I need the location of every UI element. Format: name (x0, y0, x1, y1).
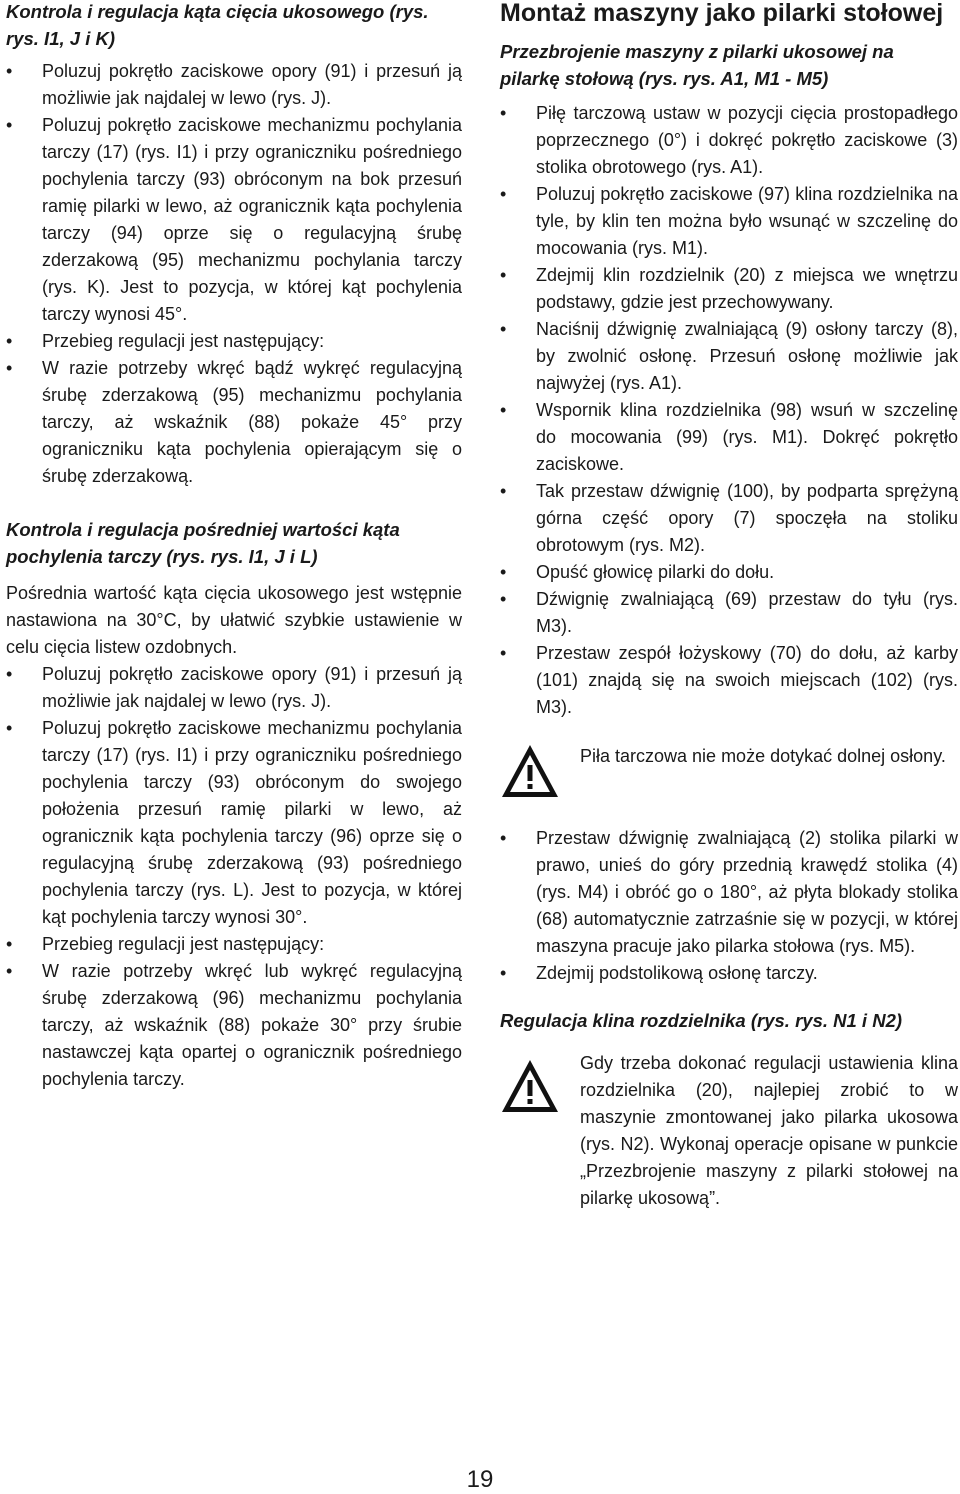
bullet: • (6, 718, 13, 738)
bullet: • (500, 265, 507, 285)
intermediate-angle-intro: Pośrednia wartość kąta cięcia ukosowego jest wstępnie nastawiona na 30°C, by ułatwić szybkie ustawienie w celu cięcia listew ozdobnych. (6, 583, 462, 657)
bullet: • (6, 934, 13, 954)
conversion-list (500, 100, 958, 721)
section-heading-intermediate-angle: Kontrola i regulacja pośredniej wartości kąta pochylenia tarczy (rys. rys. I1, J i L) (6, 519, 400, 567)
bullet: • (500, 589, 507, 609)
list-item: • Tak przestaw dźwignię (100), by podparta sprężyną górna część opory (7) spoczęła na stoliku obrotowym (rys. M2). (500, 478, 958, 559)
list-item: • Poluzuj pokrętło zaciskowe (97) klina rozdzielnika na tyle, by klin ten można było wsunąć w szczelinę do mocowania (rys. M1). (500, 181, 958, 262)
warning-triangle-icon (500, 1058, 560, 1114)
list-item: • Poluzuj pokrętło zaciskowe mechanizmu pochylania tarczy (17) (rys. I1) i przy ograniczniku pośredniego pochylenia tarczy (93) obróconym do swojego położenia przesuń ramię pilarki w lewo, aż ogranicznik kąta pochylenia tarczy (96) oprze się o regulacyjną śrubę zderzakową (93) pośredniego pochylenia tarczy (rys. L). Jest to pozycja, w której kąt pochylenia tarczy wynosi 30°. (6, 715, 462, 931)
bullet: • (6, 358, 13, 378)
intermediate-angle-list (6, 661, 462, 1093)
warning-note-lower-guard (500, 743, 958, 803)
bullet: • (6, 664, 13, 684)
right-column (500, 0, 958, 1212)
list-item: • Poluzuj pokrętło zaciskowe opory (91) i przesuń ją możliwie jak najdalej w lewo (rys. J). (6, 661, 462, 715)
bullet: • (500, 828, 507, 848)
warning-note-riving-knife (500, 1050, 958, 1212)
bullet: • (500, 400, 507, 420)
bullet: • (500, 643, 507, 663)
list-item: • Piłę tarczową ustaw w pozycji cięcia prostopadłego poprzecznego (0°) i dokręć pokrętło zaciskowe (3) stolika obrotowego (rys. A1). (500, 100, 958, 181)
section-heading-riving-knife: Regulacja klina rozdzielnika (rys. rys. N1 i N2) (500, 1010, 903, 1031)
bullet: • (6, 61, 13, 81)
list-item: • Wspornik klina rozdzielnika (98) wsuń w szczelinę do mocowania (99) (rys. M1). Dokręć pokrętło zaciskowe. (500, 397, 958, 478)
bullet: • (500, 963, 507, 983)
list-item: • Przestaw zespół łożyskowy (70) do dołu, aż karby (101) znajdą się na swoich miejscach (102) (rys. M3). (500, 640, 958, 721)
list-item: • Przebieg regulacji jest następujący: (6, 328, 462, 355)
list-item: • Poluzuj pokrętło zaciskowe opory (91) i przesuń ją możliwie jak najdalej w lewo (rys. J). (6, 58, 462, 112)
list-item: • Poluzuj pokrętło zaciskowe mechanizmu pochylania tarczy (17) (rys. I1) i przy ograniczniku pośredniego pochylenia tarczy (93) obróconym na bok przesuń ramię pilarki w lewo, aż ogranicznik kąta pochylenia tarczy (94) oprze się o regulacyjną śrubę zderzakową (95) mechanizmu pochylania tarczy (rys. K). Jest to pozycja, w której kąt pochylenia tarczy wynosi 45°. (6, 112, 462, 328)
list-item: • Dźwignię zwalniającą (69) przestaw do tyłu (rys. M3). (500, 586, 958, 640)
bullet: • (6, 961, 13, 981)
bullet: • (500, 562, 507, 582)
list-item: • W razie potrzeby wkręć bądź wykręć regulacyjną śrubę zderzakową (95) mechanizmu pochylania tarczy, aż wskaźnik (88) pokaże 45° przy ograniczniku kąta pochylenia opierającym się o śrubę zderzakową. (6, 355, 462, 490)
section-heading-bevel-angle: Kontrola i regulacja kąta cięcia ukosowego (rys. rys. I1, J i K) (6, 1, 429, 49)
bullet: • (6, 115, 13, 135)
list-item: • Przestaw dźwignię zwalniającą (2) stolika pilarki w prawo, unieś do góry przednią krawędź stolika (4) (rys. M4) i obróć go o 180°, aż płyta blokady stolika (68) automatycznie zatrzaśnie się w pozycji, w której maszyna pracuje jako pilarka stołowa (rys. M5). (500, 825, 958, 960)
list-item: • W razie potrzeby wkręć lub wykręć regulacyjną śrubę zderzakową (96) mechanizmu pochylania tarczy, aż wskaźnik (88) pokaże 30° przy śrubie nastawczej kąta opartej o ogranicznik pośredniego pochylenia tarczy. (6, 958, 462, 1093)
left-column (6, 0, 462, 1093)
list-item: • Zdejmij podstolikową osłonę tarczy. (500, 960, 958, 987)
bevel-angle-list (6, 58, 462, 490)
bullet: • (500, 481, 507, 501)
bullet: • (500, 184, 507, 204)
list-item: • Przebieg regulacji jest następujący: (6, 931, 462, 958)
warning-text: Gdy trzeba dokonać regulacji ustawienia klina rozdzielnika (20), najlepiej zrobić to w maszynie zmontowanej jako pilarka ukosowa (rys. N2). Wykonaj operacje opisane w punkcie „Przezbrojenie maszyny z pilarki stołowej na pilarkę ukosową”. (580, 1053, 958, 1208)
list-item: • Zdejmij klin rozdzielnik (20) z miejsca we wnętrzu podstawy, gdzie jest przechowywany. (500, 262, 958, 316)
main-heading: Montaż maszyny jako pilarki stołowej (500, 0, 944, 27)
warning-triangle-icon (500, 743, 560, 799)
list-item: • Naciśnij dźwignię zwalniającą (9) osłony tarczy (8), by zwolnić osłonę. Przesuń osłonę możliwie jak najwyżej (rys. A1). (500, 316, 958, 397)
warning-text: Piła tarczowa nie może dotykać dolnej osłony. (580, 746, 946, 766)
bullet: • (6, 331, 13, 351)
bullet: • (500, 103, 507, 123)
page-number: 19 (466, 1466, 494, 1493)
section-heading-conversion: Przezbrojenie maszyny z pilarki ukosowej na pilarkę stołową (rys. rys. A1, M1 - M5) (500, 41, 894, 89)
list-item: • Opuść głowicę pilarki do dołu. (500, 559, 958, 586)
bullet: • (500, 319, 507, 339)
conversion-list-continued (500, 825, 958, 987)
